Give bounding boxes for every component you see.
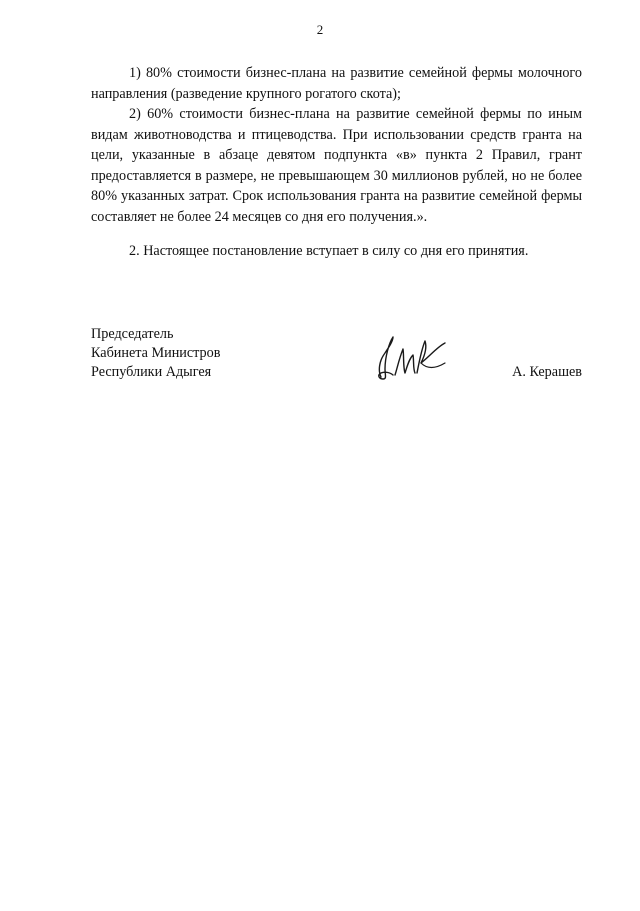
signer-position	[91, 325, 220, 382]
signer-name: А. Керашев	[512, 364, 582, 380]
paragraph-item-2: 2) 60% стоимости бизнес-плана на развитие семейной фермы по иным видам животноводства и птицеводства. При использовании средств гранта на цели, указанные в абзаце девятом подпункта «в» пункта 2 Правил, грант предоставляется в размере, не превышающем 30 миллионов рублей, но не более 80% указанных затрат. Срок использования гранта на развитие семейной фермы составляет не более 24 месяцев со дня его получения.».	[91, 106, 582, 225]
position-line: Председатель	[91, 326, 174, 342]
position-line: Республики Адыгея	[91, 364, 212, 380]
body-text	[91, 63, 582, 262]
page-number: 2	[316, 22, 324, 37]
paragraph-effective-clause: 2. Настоящее постановление вступает в силу со дня его принятия.	[129, 243, 529, 259]
handwritten-signature	[373, 333, 453, 385]
signature-block	[91, 325, 582, 385]
position-line: Кабинета Министров	[91, 345, 221, 361]
paragraph-item-1: 1) 80% стоимости бизнес-плана на развитие семейной фермы молочного направления (разведение крупного рогатого скота);	[91, 65, 582, 102]
